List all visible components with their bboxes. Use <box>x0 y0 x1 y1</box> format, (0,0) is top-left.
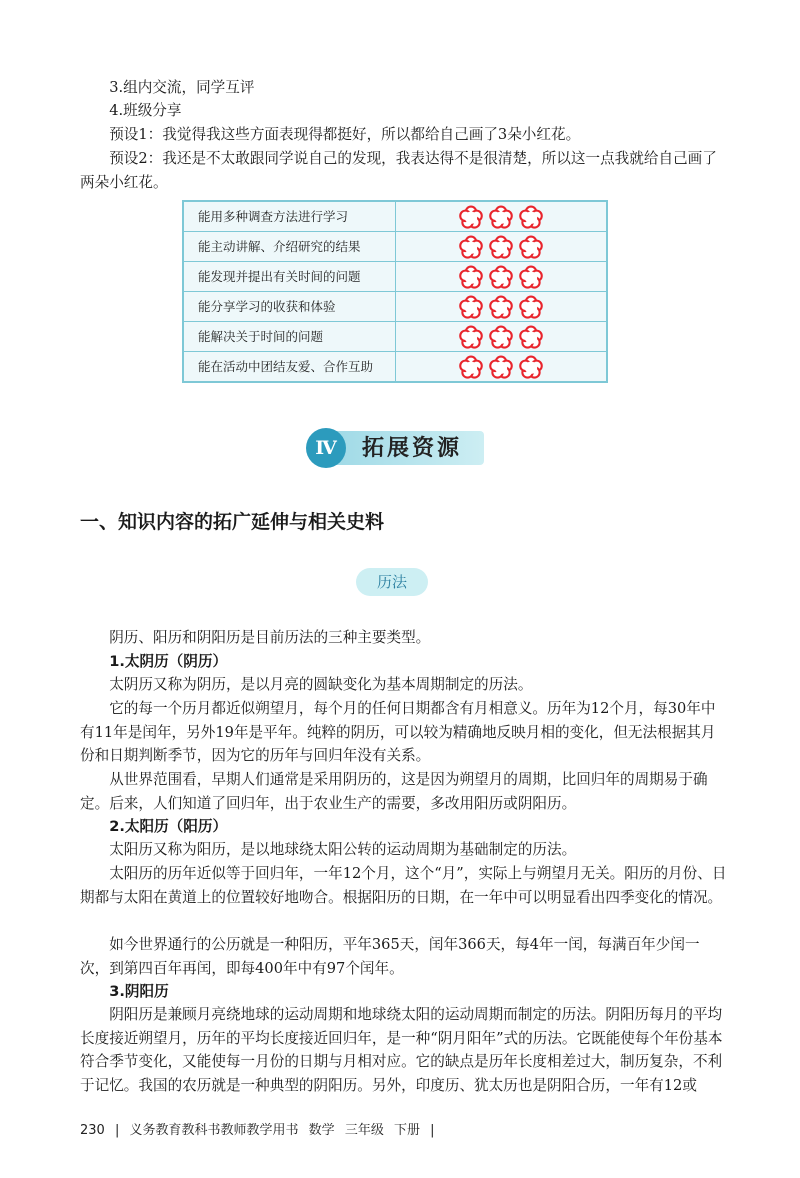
red-flower-icon <box>518 294 544 320</box>
evaluation-criterion: 能分享学习的收获和体验 <box>184 292 396 321</box>
red-flower-icon <box>488 234 514 260</box>
red-flower-icon <box>518 204 544 230</box>
flower-rating <box>396 202 606 231</box>
red-flower-icon <box>488 204 514 230</box>
section-title: 拓展资源 <box>362 435 463 461</box>
preset-1: 预设1：我觉得我这些方面表现得都挺好，所以都给自己画了3朵小红花。 <box>109 126 581 143</box>
intro-paragraph: 阴历、阳历和阴阳历是目前历法的三种主要类型。 <box>109 629 431 646</box>
self-evaluation-table <box>182 200 608 383</box>
solar-p3: 如今世界通行的公历就是一种阳历，平年365天，闰年366天，每4年一闰，每满百年少闰一次，到第四百年再闰，即每400年中有97个闰年。 <box>80 936 700 977</box>
footer-separator-end: | <box>430 1123 435 1138</box>
solar-p1: 太阳历又称为阳历，是以地球绕太阳公转的运动周期为基础制定的历法。 <box>109 841 577 858</box>
page-footer <box>80 1119 441 1138</box>
footer-separator: | <box>114 1123 120 1138</box>
lunisolar-p1: 阴阳历是兼顾月亮绕地球的运动周期和地球绕太阳的运动周期而制定的历法。阴阳历每月的平均长度接近朔望月，历年的平均长度接近回归年，是一种“阴月阳年”式的历法。它既能使每个年份基本符合季节变化，又能使每一月份的日期与月相对应。它的缺点是历年长度相差过大，制历复杂，不利于记忆。我国的农历就是一种典型的阴阳历。另外，印度历、犹太历也是阴阳合历，一年有12或 <box>80 1006 723 1094</box>
step-4: 4.班级分享 <box>109 102 182 119</box>
section-numeral: Ⅳ <box>306 428 346 468</box>
red-flower-icon <box>488 264 514 290</box>
evaluation-criterion: 能发现并提出有关时间的问题 <box>184 262 396 291</box>
evaluation-row <box>184 322 606 352</box>
topic-pill: 历法 <box>356 568 428 596</box>
red-flower-icon <box>518 264 544 290</box>
evaluation-criterion: 能用多种调查方法进行学习 <box>184 202 396 231</box>
subheading-lunisolar: 3.阴阳历 <box>109 983 169 1000</box>
evaluation-row <box>184 232 606 262</box>
red-flower-icon <box>458 324 484 350</box>
subject: 数学 <box>308 1123 335 1138</box>
flower-rating <box>396 352 606 381</box>
solar-p2: 太阳历的历年近似等于回归年，一年12个月，这个“月”，实际上与朔望月无关。阳历的月份、日期都与太阳在黄道上的位置较好地吻合。根据阳历的日期，在一年中可以明显看出四季变化的情况。 <box>80 865 727 906</box>
red-flower-icon <box>458 234 484 260</box>
grade: 三年级 <box>344 1123 384 1138</box>
step-3: 3.组内交流，同学互评 <box>109 79 255 96</box>
red-flower-icon <box>458 264 484 290</box>
red-flower-icon <box>458 204 484 230</box>
section-banner <box>306 428 486 470</box>
volume: 下册 <box>393 1123 420 1138</box>
book-title: 义务教育教科书教师教学用书 <box>129 1123 299 1138</box>
subheading-lunar: 1.太阴历（阴历） <box>109 653 228 670</box>
red-flower-icon <box>518 234 544 260</box>
evaluation-criterion: 能解决关于时间的问题 <box>184 322 396 351</box>
flower-rating <box>396 322 606 351</box>
heading-knowledge-extension: 一、知识内容的拓广延伸与相关史料 <box>80 511 385 533</box>
red-flower-icon <box>458 294 484 320</box>
lunar-p3: 从世界范围看，早期人们通常是采用阴历的，这是因为朔望月的周期，比回归年的周期易于确定。后来，人们知道了回归年，出于农业生产的需要，多改用阳历或阴阳历。 <box>80 771 708 812</box>
evaluation-row <box>184 262 606 292</box>
evaluation-row <box>184 202 606 232</box>
red-flower-icon <box>518 354 544 380</box>
flower-rating <box>396 232 606 261</box>
evaluation-criterion: 能主动讲解、介绍研究的结果 <box>184 232 396 261</box>
subheading-solar: 2.太阳历（阳历） <box>109 818 228 835</box>
red-flower-icon <box>488 294 514 320</box>
flower-rating <box>396 262 606 291</box>
evaluation-row <box>184 352 606 381</box>
red-flower-icon <box>488 354 514 380</box>
red-flower-icon <box>458 354 484 380</box>
evaluation-row <box>184 292 606 322</box>
lunar-p1: 太阴历又称为阴历，是以月亮的圆缺变化为基本周期制定的历法。 <box>109 676 533 693</box>
red-flower-icon <box>488 324 514 350</box>
lunar-p2: 它的每一个历月都近似朔望月，每个月的任何日期都含有月相意义。历年为12个月，每30年中有11年是闰年，另外19年是平年。纯粹的阴历，可以较为精确地反映月相的变化，但无法根据其月份和日期判断季节，因为它的历年与回归年没有关系。 <box>80 700 716 764</box>
evaluation-criterion: 能在活动中团结友爱、合作互助 <box>184 352 396 381</box>
page-number: 230 <box>80 1123 105 1138</box>
preset-2: 预设2：我还是不太敢跟同学说自己的发现，我表达得不是很清楚，所以这一点我就给自己画了两朵小红花。 <box>80 150 717 191</box>
flower-rating <box>396 292 606 321</box>
red-flower-icon <box>518 324 544 350</box>
